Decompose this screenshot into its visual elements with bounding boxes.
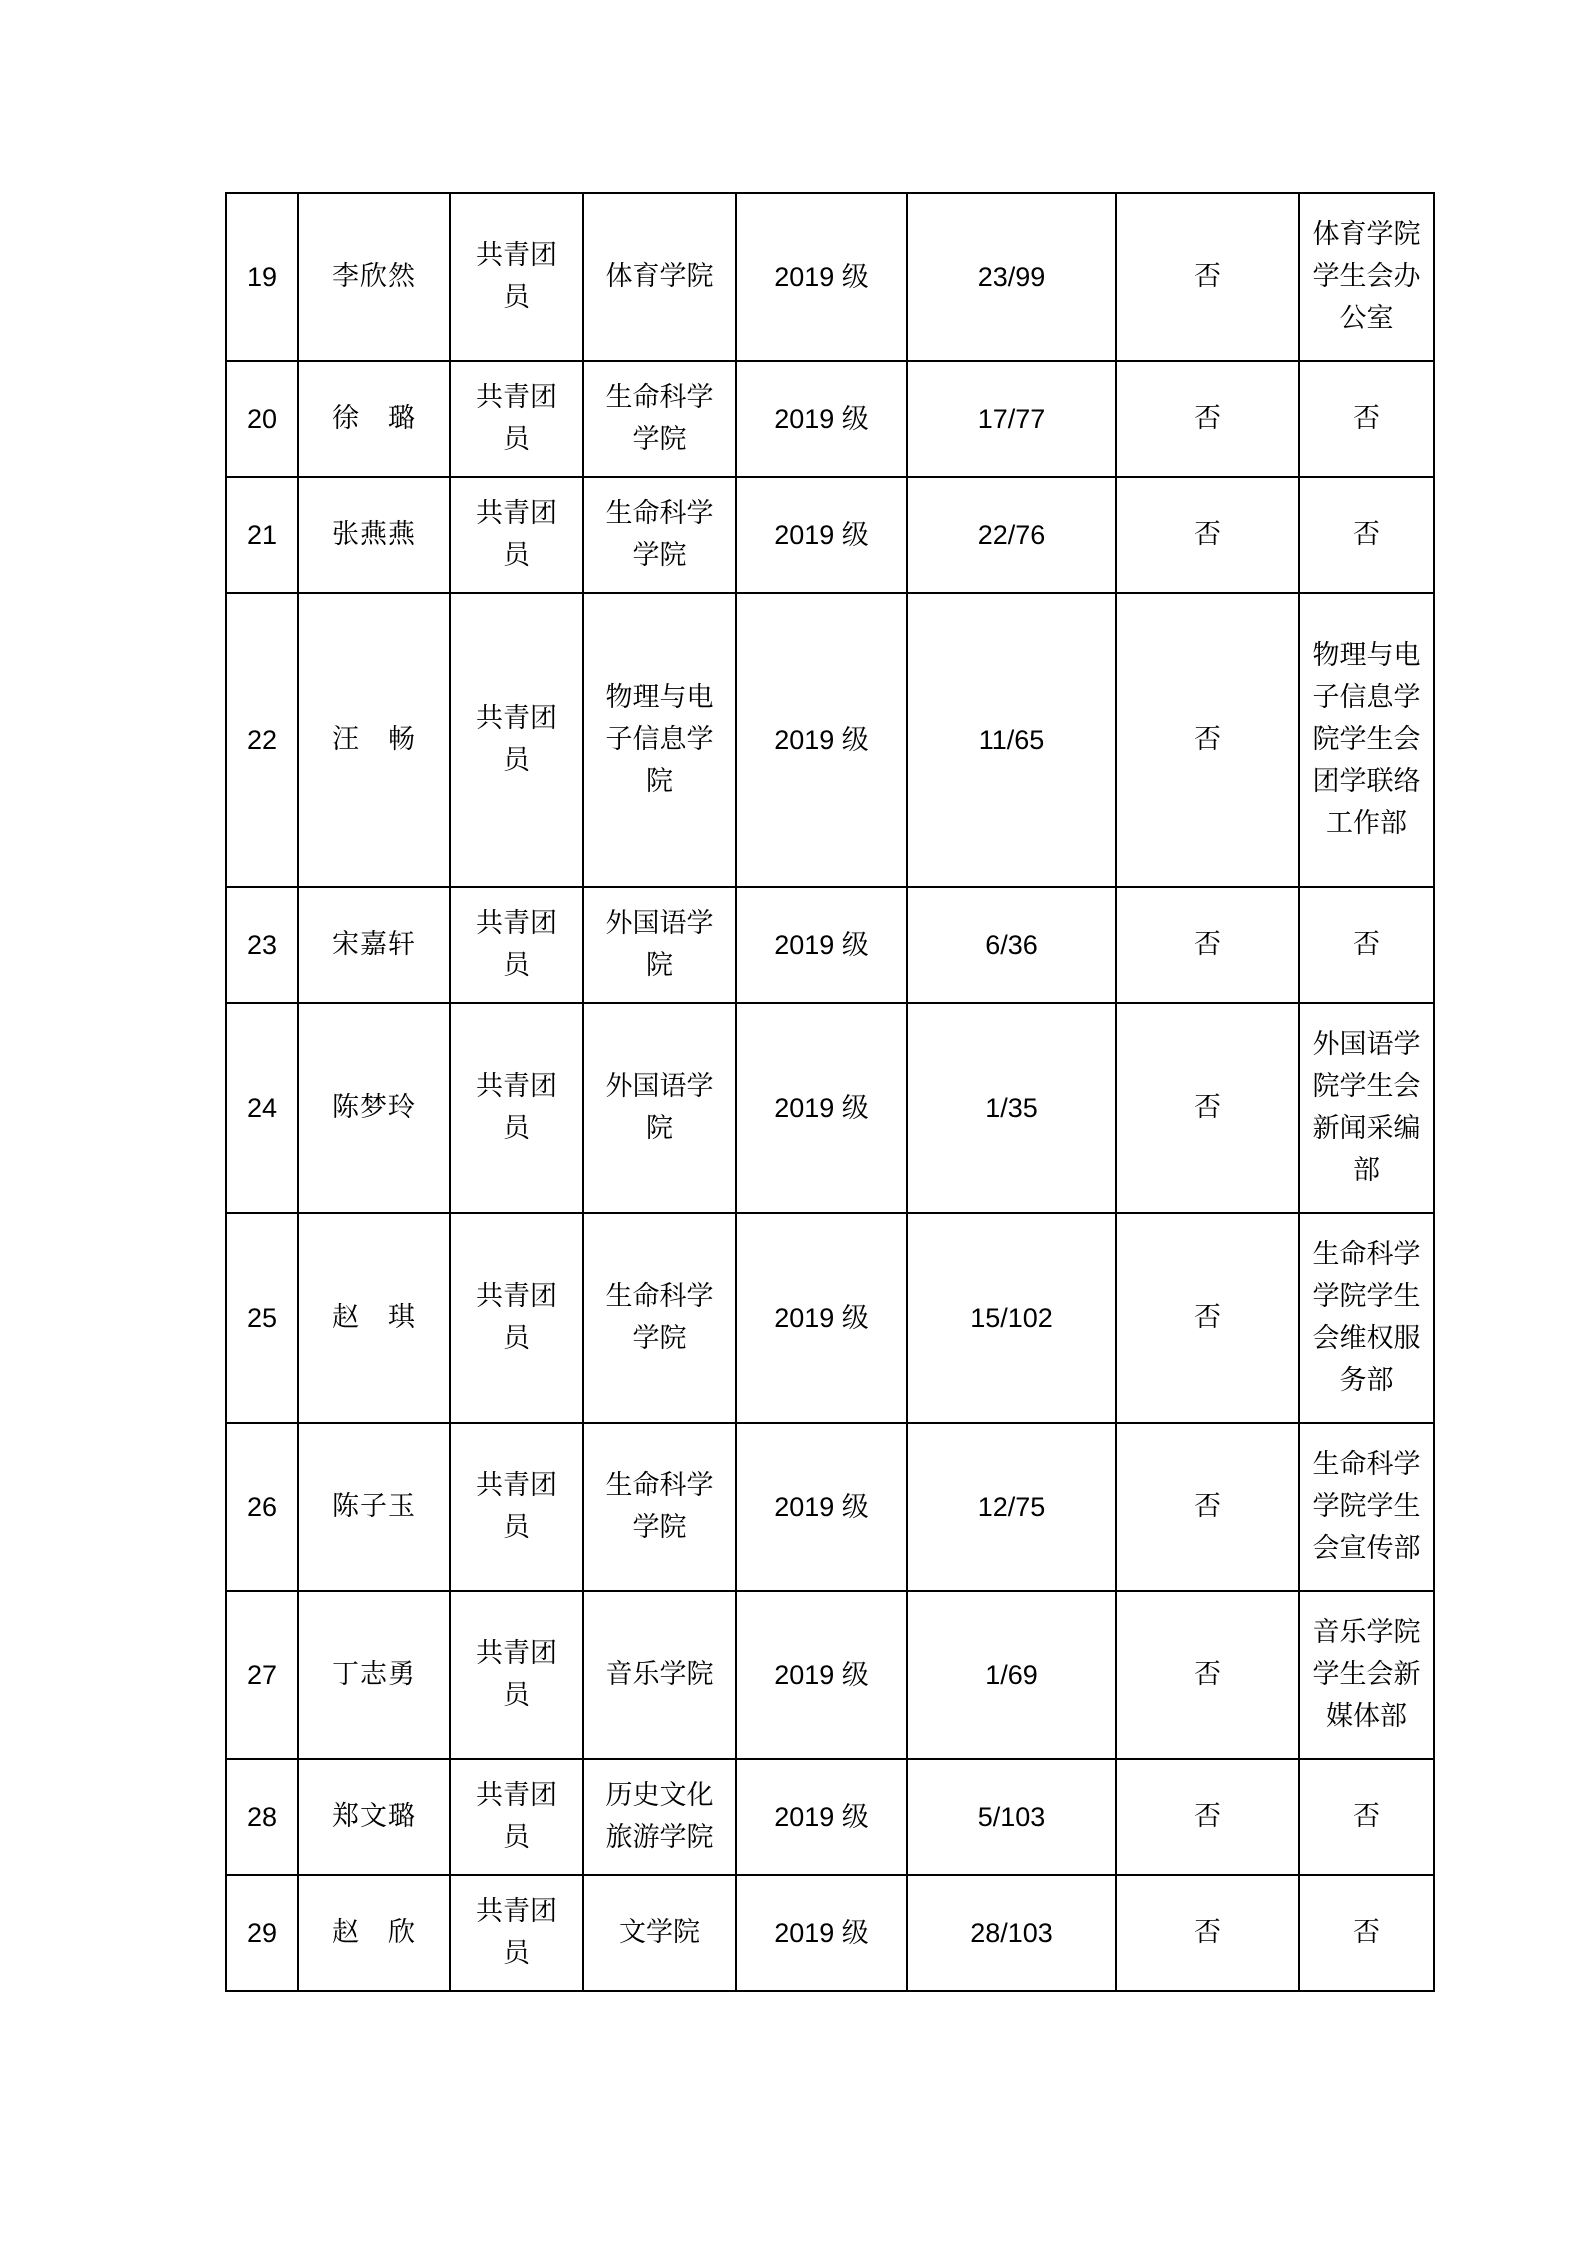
political-status: 共青团员 (450, 1759, 583, 1875)
student-position: 否 (1299, 477, 1434, 593)
college: 历史文化旅游学院 (583, 1759, 736, 1875)
student-position: 否 (1299, 1875, 1434, 1991)
student-position: 物理与电子信息学院学生会团学联络工作部 (1299, 593, 1434, 887)
college: 生命科学学院 (583, 1423, 736, 1591)
political-status: 共青团员 (450, 887, 583, 1003)
student-position: 体育学院学生会办公室 (1299, 193, 1434, 361)
college: 音乐学院 (583, 1591, 736, 1759)
student-position: 外国语学院学生会新闻采编部 (1299, 1003, 1434, 1213)
student-name: 汪 畅 (298, 593, 450, 887)
grade: 2019 级 (736, 1003, 907, 1213)
table-row (226, 1213, 1434, 1423)
flag-status: 否 (1116, 1875, 1299, 1991)
flag-status: 否 (1116, 887, 1299, 1003)
political-status: 共青团员 (450, 477, 583, 593)
student-name: 张燕燕 (298, 477, 450, 593)
college: 体育学院 (583, 193, 736, 361)
class-rank: 17/77 (907, 361, 1116, 477)
grade: 2019 级 (736, 1759, 907, 1875)
college: 生命科学学院 (583, 361, 736, 477)
political-status: 共青团员 (450, 193, 583, 361)
college: 外国语学院 (583, 887, 736, 1003)
student-name: 徐 璐 (298, 361, 450, 477)
grade: 2019 级 (736, 1213, 907, 1423)
row-number: 28 (226, 1759, 298, 1875)
row-number: 19 (226, 193, 298, 361)
row-number: 29 (226, 1875, 298, 1991)
college: 物理与电子信息学院 (583, 593, 736, 887)
college: 外国语学院 (583, 1003, 736, 1213)
student-position: 否 (1299, 1759, 1434, 1875)
table-row (226, 887, 1434, 1003)
class-rank: 28/103 (907, 1875, 1116, 1991)
student-name: 丁志勇 (298, 1591, 450, 1759)
roster-body (226, 193, 1434, 1991)
grade: 2019 级 (736, 887, 907, 1003)
college: 生命科学学院 (583, 1213, 736, 1423)
table-row (226, 1423, 1434, 1591)
student-name: 宋嘉轩 (298, 887, 450, 1003)
student-name: 陈子玉 (298, 1423, 450, 1591)
student-position: 否 (1299, 361, 1434, 477)
student-position: 生命科学学院学生会宣传部 (1299, 1423, 1434, 1591)
row-number: 27 (226, 1591, 298, 1759)
row-number: 26 (226, 1423, 298, 1591)
table-row (226, 1759, 1434, 1875)
row-number: 25 (226, 1213, 298, 1423)
flag-status: 否 (1116, 477, 1299, 593)
political-status: 共青团员 (450, 1213, 583, 1423)
flag-status: 否 (1116, 593, 1299, 887)
grade: 2019 级 (736, 1875, 907, 1991)
class-rank: 5/103 (907, 1759, 1116, 1875)
flag-status: 否 (1116, 1213, 1299, 1423)
student-name: 郑文璐 (298, 1759, 450, 1875)
row-number: 20 (226, 361, 298, 477)
flag-status: 否 (1116, 1003, 1299, 1213)
table-row (226, 1591, 1434, 1759)
political-status: 共青团员 (450, 1591, 583, 1759)
flag-status: 否 (1116, 361, 1299, 477)
grade: 2019 级 (736, 477, 907, 593)
flag-status: 否 (1116, 193, 1299, 361)
student-name: 赵 琪 (298, 1213, 450, 1423)
class-rank: 1/69 (907, 1591, 1116, 1759)
student-position: 音乐学院学生会新媒体部 (1299, 1591, 1434, 1759)
class-rank: 12/75 (907, 1423, 1116, 1591)
row-number: 22 (226, 593, 298, 887)
student-name: 李欣然 (298, 193, 450, 361)
class-rank: 22/76 (907, 477, 1116, 593)
table-row (226, 593, 1434, 887)
political-status: 共青团员 (450, 593, 583, 887)
row-number: 23 (226, 887, 298, 1003)
student-name: 陈梦玲 (298, 1003, 450, 1213)
table-row (226, 477, 1434, 593)
class-rank: 11/65 (907, 593, 1116, 887)
class-rank: 15/102 (907, 1213, 1116, 1423)
flag-status: 否 (1116, 1423, 1299, 1591)
grade: 2019 级 (736, 1423, 907, 1591)
row-number: 21 (226, 477, 298, 593)
flag-status: 否 (1116, 1759, 1299, 1875)
grade: 2019 级 (736, 193, 907, 361)
student-roster-table (225, 192, 1435, 1992)
grade: 2019 级 (736, 361, 907, 477)
row-number: 24 (226, 1003, 298, 1213)
college: 文学院 (583, 1875, 736, 1991)
table-row (226, 193, 1434, 361)
class-rank: 23/99 (907, 193, 1116, 361)
political-status: 共青团员 (450, 1423, 583, 1591)
student-name: 赵 欣 (298, 1875, 450, 1991)
political-status: 共青团员 (450, 1003, 583, 1213)
table-row (226, 361, 1434, 477)
student-position: 生命科学学院学生会维权服务部 (1299, 1213, 1434, 1423)
class-rank: 6/36 (907, 887, 1116, 1003)
grade: 2019 级 (736, 593, 907, 887)
table-row (226, 1003, 1434, 1213)
student-position: 否 (1299, 887, 1434, 1003)
flag-status: 否 (1116, 1591, 1299, 1759)
table-row (226, 1875, 1434, 1991)
political-status: 共青团员 (450, 1875, 583, 1991)
class-rank: 1/35 (907, 1003, 1116, 1213)
grade: 2019 级 (736, 1591, 907, 1759)
college: 生命科学学院 (583, 477, 736, 593)
political-status: 共青团员 (450, 361, 583, 477)
